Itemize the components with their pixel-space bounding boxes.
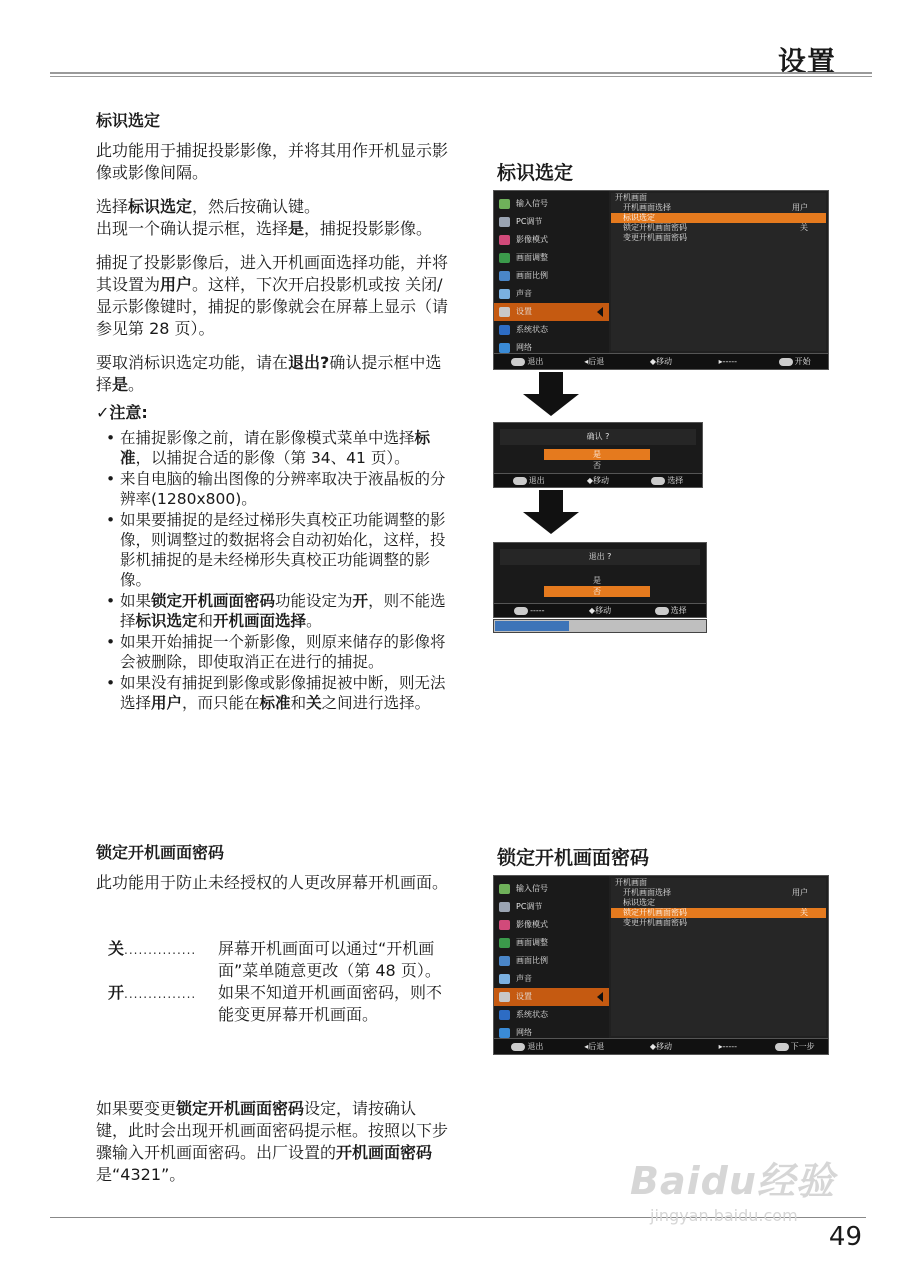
menu-item-label: 影像模式 (516, 235, 548, 244)
dialog-option: 否 (544, 586, 650, 597)
menu-panel-title: 开机画面 (615, 193, 647, 202)
aspect-icon (499, 271, 510, 281)
text: 如果 (120, 592, 152, 610)
note-item (104, 591, 448, 631)
key-icon (779, 358, 793, 366)
text: ，然后按确认键。 (192, 197, 321, 216)
definition-list (108, 938, 448, 1026)
arrow-down-icon (521, 490, 581, 536)
sound-icon (499, 974, 510, 984)
input-icon (499, 199, 510, 209)
key-icon (513, 477, 527, 485)
leader-dots: ............... (124, 987, 197, 1001)
footer-hint-label: ◆移动 (649, 357, 673, 366)
text: 。 (306, 612, 322, 630)
menu-panel-title: 开机画面 (615, 878, 647, 887)
page-title: 设置 (777, 45, 836, 78)
note-item (104, 510, 448, 590)
footer-hint-label: 选择 (670, 606, 687, 615)
image-mode-icon (499, 235, 510, 245)
footer-hint (494, 356, 561, 367)
bold-text: 开机画面选择 (213, 612, 307, 630)
menu-option (611, 233, 826, 243)
menu-item-image-mode (494, 916, 609, 934)
sound-icon (499, 289, 510, 299)
definition-value: 如果不知道开机画面密码，则不能变更屏幕开机画面。 (218, 983, 443, 1024)
menu-option-value: 用户 (792, 203, 808, 212)
dialog-option: 是 (544, 449, 650, 460)
menu-panel (611, 878, 826, 1036)
text: 捕捉了投影影像后，进入开机画面选择功能，并将其设置为 (96, 253, 449, 294)
bold-text: 是 (288, 219, 305, 238)
exit-dialog (493, 542, 707, 618)
menu-item-sound (494, 970, 609, 988)
footer-hint (628, 1041, 695, 1052)
menu-item-image-mode (494, 231, 609, 249)
menu-option-label: 变更开机画面密码 (623, 918, 687, 927)
bold-text: 标识选定 (135, 612, 198, 630)
menu-option-label: 标识选定 (623, 898, 655, 907)
text: 和 (290, 694, 307, 712)
paragraph (96, 252, 448, 340)
dialog-option: 否 (593, 461, 601, 470)
caption-lock-password: 锁定开机画面密码 (497, 847, 650, 869)
definition-term: 关 (108, 939, 125, 958)
menu-option-label: 变更开机画面密码 (623, 233, 687, 242)
menu-sidebar (494, 191, 609, 353)
footer-hint (563, 475, 632, 486)
pc-adjust-icon (499, 902, 510, 912)
footer-hint-label: 退出 (527, 1042, 544, 1051)
menu-option-label: 锁定开机画面密码 (623, 908, 687, 917)
bold-text: 退出? (288, 353, 330, 372)
footer-hint-label: ◆移动 (649, 1042, 673, 1051)
footer-hint-label: ----- (530, 606, 545, 615)
text: 功能设定为 (275, 592, 353, 610)
footer-hint (494, 1041, 561, 1052)
text: ，捕捉投影影像。 (304, 219, 433, 238)
text: 确认提示框中选择 (96, 353, 442, 394)
network-icon (499, 1028, 510, 1038)
bold-text: 锁定开机画面密码 (151, 592, 276, 610)
menu-option-label: 标识选定 (623, 213, 655, 222)
bold-text: 是 (112, 375, 129, 394)
menu-item-screen-adjust (494, 934, 609, 952)
menu-item-label: 网络 (516, 343, 532, 352)
footer-hint (694, 1042, 761, 1051)
footer-hint (565, 605, 636, 616)
menu-item-input (494, 880, 609, 898)
definition-value: 屏幕开机画面可以通过“开机画面”菜单随意更改（第 48 页）。 (218, 939, 441, 980)
key-icon (651, 477, 665, 485)
menu-item-pc-adjust (494, 898, 609, 916)
footer-hint (635, 605, 706, 616)
text: ，而只能在 (182, 694, 260, 712)
menu-panel (611, 193, 826, 351)
menu-option (611, 888, 826, 898)
menu-item-screen-adjust (494, 249, 609, 267)
screen-adjust-icon (499, 938, 510, 948)
menu-item-aspect (494, 267, 609, 285)
definition-row (108, 938, 448, 982)
menu-option (611, 898, 826, 908)
menu-footer (494, 1038, 828, 1054)
bold-text: 开 (352, 592, 369, 610)
footer-hint-label: 下一步 (790, 1042, 815, 1051)
menu-footer (494, 353, 828, 369)
menu-item-label: 画面比例 (516, 271, 548, 280)
footer-hint-label: ◆移动 (586, 476, 610, 485)
menu-item-label: 画面比例 (516, 956, 548, 965)
text: 。 (128, 375, 145, 394)
text: 出现一个确认提示框，选择 (96, 219, 289, 238)
confirm-dialog (493, 422, 703, 488)
menu-item-label: 声音 (516, 974, 532, 983)
footer-hint-label: ◂后退 (584, 357, 605, 366)
footer-hint (633, 475, 702, 486)
paragraph: 此功能用于捕捉投影影像，并将其用作开机显示影像或影像间隔。 (96, 141, 449, 182)
text: 和 (197, 612, 214, 630)
footer-hint (494, 606, 565, 615)
text: 。这样，下次开启投影机或按 关闭/显示影像键时，捕捉的影像就会在屏幕上显示（请参见第 28 页）。 (96, 275, 449, 338)
watermark-logo: Baidu经验 (630, 1159, 835, 1203)
menu-item-info (494, 1006, 609, 1024)
footer-hint-label: ▸----- (718, 1042, 738, 1051)
input-icon (499, 884, 510, 894)
footer-hint (628, 356, 695, 367)
bold-text: 锁定开机画面密码 (176, 1099, 305, 1118)
paragraph (96, 1098, 448, 1186)
section-heading: 锁定开机画面密码 (96, 843, 225, 862)
menu-option-value: 关 (800, 908, 808, 917)
key-icon (514, 607, 528, 615)
menu-sidebar (494, 876, 609, 1038)
text: 选择 (96, 197, 129, 216)
paragraph (96, 196, 448, 218)
menu-option (611, 918, 826, 928)
footer-hint (761, 1041, 828, 1052)
menu-item-label: 系统状态 (516, 1010, 548, 1019)
menu-item-label: 设置 (516, 307, 532, 316)
note-item (104, 469, 448, 509)
text: 如果要捕捉的是经过梯形失真校正功能调整的影像，则调整过的数据将会自动初始化，这样，投影机捕捉的是未经梯形失真校正功能调整的影像。 (120, 511, 446, 589)
key-icon (655, 607, 669, 615)
bold-text: 开机画面密码 (336, 1143, 433, 1162)
footer-hint-label: ◂后退 (584, 1042, 605, 1051)
text: 来自电脑的输出图像的分辨率取决于液晶板的分辨率(1280x800)。 (120, 470, 446, 508)
pc-adjust-icon (499, 217, 510, 227)
footer-hint (561, 356, 628, 367)
key-icon (775, 1043, 789, 1051)
menu-item-label: PC调节 (516, 217, 543, 226)
footer-hint-label: 选择 (667, 476, 684, 485)
text: ，则不能选择 (120, 592, 446, 630)
menu-item-label: 输入信号 (516, 199, 548, 208)
progress-bar (493, 619, 707, 633)
footer-hint-label: 开始 (794, 357, 811, 366)
footer-hint (761, 356, 828, 367)
dialog-title: 确认 ? (500, 429, 696, 445)
menu-item-label: 画面调整 (516, 253, 548, 262)
screen-adjust-icon (499, 253, 510, 263)
paragraph (96, 352, 448, 396)
menu-option (611, 908, 826, 918)
section-heading: 标识选定 (96, 111, 161, 130)
text: 如果没有捕捉到影像或影像捕捉被中断，则无法选择 (120, 674, 446, 712)
info-icon (499, 325, 510, 335)
caption-logo-select: 标识选定 (497, 162, 574, 184)
definition-row (108, 982, 448, 1026)
footer-hint-label: 退出 (527, 357, 544, 366)
menu-item-label: 声音 (516, 289, 532, 298)
paragraph (96, 218, 448, 240)
footer-hint-label: ▸----- (718, 357, 738, 366)
header-divider (50, 72, 872, 77)
menu-option (611, 213, 826, 223)
page-number: 49 (828, 1222, 862, 1252)
arrow-down-icon (521, 372, 581, 418)
menu-option-value: 关 (800, 223, 808, 232)
footer-hint-label: 退出 (528, 476, 545, 485)
menu-item-label: 影像模式 (516, 920, 548, 929)
section-lock-password (96, 842, 448, 894)
dialog-footer (494, 603, 706, 617)
key-icon (511, 1043, 525, 1051)
leader-dots: ............... (124, 943, 197, 957)
notes-list (104, 428, 448, 713)
text: 如果开始捕捉一个新影像，则原来储存的影像将会被删除，即使取消正在进行的捕捉。 (120, 633, 446, 671)
bold-text: 用户 (160, 275, 193, 294)
section-logo-select (96, 110, 448, 714)
key-icon (511, 358, 525, 366)
note-title: ✓注意: (96, 403, 148, 422)
menu-option-label: 开机画面选择 (623, 203, 671, 212)
definition-term: 开 (108, 983, 125, 1002)
dialog-option: 是 (593, 576, 601, 585)
footer-hint-label: ◆移动 (588, 606, 612, 615)
setting-icon (499, 307, 510, 317)
menu-option-label: 开机画面选择 (623, 888, 671, 897)
bold-text: 标识选定 (128, 197, 193, 216)
menu-item-input (494, 195, 609, 213)
note-item (104, 632, 448, 672)
dialog-title: 退出 ? (500, 549, 700, 565)
menu-item-aspect (494, 952, 609, 970)
menu-item-pc-adjust (494, 213, 609, 231)
menu-option (611, 223, 826, 233)
menu-item-label: 设置 (516, 992, 532, 1001)
aspect-icon (499, 956, 510, 966)
menu-screenshot-1 (493, 190, 829, 370)
menu-screenshot-2 (493, 875, 829, 1055)
progress-fill (495, 621, 569, 631)
text: 要取消标识选定功能，请在 (96, 353, 289, 372)
text: 如果要变更 (96, 1099, 177, 1118)
image-mode-icon (499, 920, 510, 930)
info-icon (499, 1010, 510, 1020)
text: 在捕捉影像之前，请在影像模式菜单中选择 (120, 429, 415, 447)
menu-item-label: 输入信号 (516, 884, 548, 893)
watermark (630, 1150, 850, 1230)
footer-hint (494, 475, 563, 486)
text: 之间进行选择。 (321, 694, 431, 712)
menu-item-setting (494, 303, 609, 321)
text: ，以捕捉合适的影像（第 34、41 页）。 (135, 449, 410, 467)
text: 设定，请按确认键，此时会出现开机画面密码提示框。按照以下步骤输入开机画面密码。出厂设置的 (96, 1099, 449, 1162)
menu-item-label: 画面调整 (516, 938, 548, 947)
menu-option-label: 锁定开机画面密码 (623, 223, 687, 232)
dialog-footer (494, 473, 702, 487)
footer-hint (694, 357, 761, 366)
menu-item-setting (494, 988, 609, 1006)
note-item (104, 673, 448, 713)
definition-key (108, 938, 218, 982)
watermark-url: jingyan.baidu.com (650, 1206, 798, 1225)
menu-item-label: 系统状态 (516, 325, 548, 334)
menu-item-sound (494, 285, 609, 303)
setting-icon (499, 992, 510, 1002)
footer-hint (561, 1041, 628, 1052)
note-item (104, 428, 448, 468)
paragraph: 此功能用于防止未经授权的人更改屏幕开机画面。 (96, 873, 449, 892)
text: 是“4321”。 (96, 1165, 186, 1184)
menu-item-label: PC调节 (516, 902, 543, 911)
bold-text: 关 (306, 694, 322, 712)
menu-item-label: 网络 (516, 1028, 532, 1037)
bold-text: 标准 (120, 429, 431, 467)
network-icon (499, 343, 510, 353)
bold-text: 用户 (151, 694, 183, 712)
definition-key (108, 982, 218, 1026)
bold-text: 标准 (259, 694, 291, 712)
menu-option-value: 用户 (792, 888, 808, 897)
menu-item-info (494, 321, 609, 339)
menu-option (611, 203, 826, 213)
